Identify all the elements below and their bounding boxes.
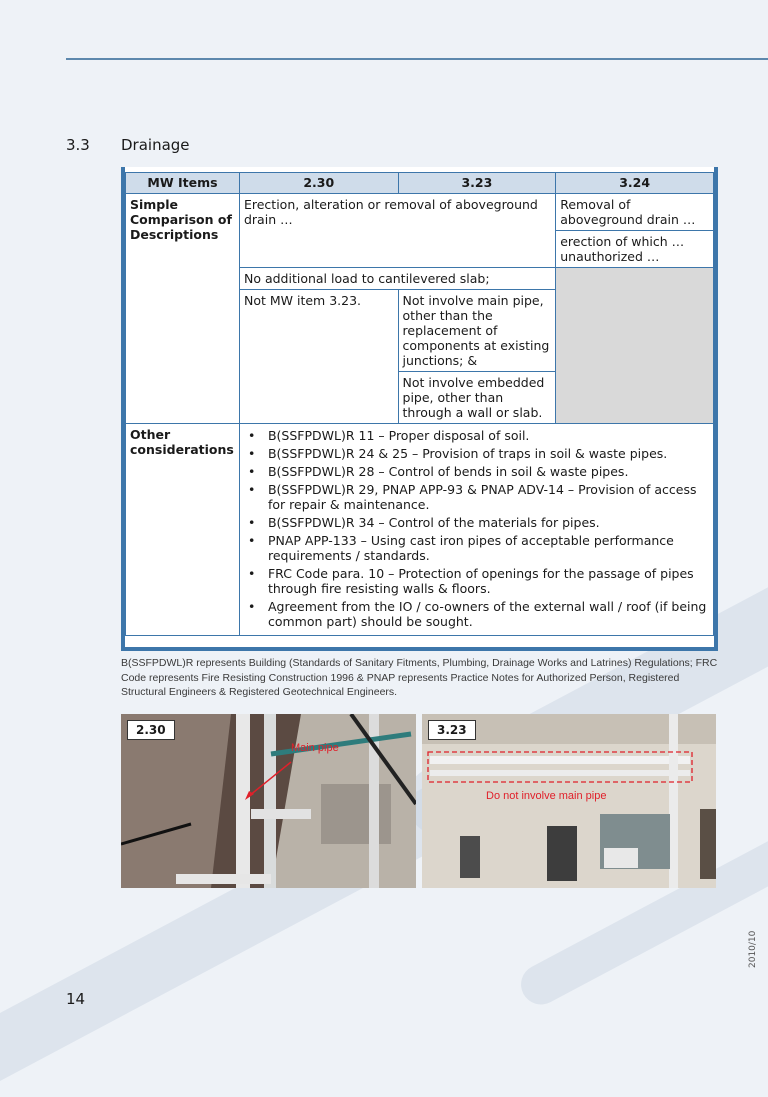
list-item: • B(SSFPDWL)R 11 – Proper disposal of soil. [268, 428, 709, 443]
row-label-other-considerations: Other considerations [126, 424, 240, 636]
table-footnote: B(SSFPDWL)R represents Building (Standards of Sanitary Fitments, Plumbing, Drainage Works and Latrines) Regulations; FRC Code represents Fire Resisting Construction 1996 & PNAP represents Practice Notes for Authorized Person, Registered Structural Engineers & Registered Geotechnical Engineers. [121, 657, 718, 698]
header-rule [66, 58, 768, 60]
photo-3-23 [422, 714, 716, 888]
cell-erection-2-30: Erection, alteration or removal of aboveground drain … [239, 194, 555, 268]
header-mw-items: MW Items [126, 173, 240, 194]
considerations-list [244, 428, 709, 629]
header-3-24: 3.24 [556, 173, 714, 194]
photo-annotation-not-main-pipe: Do not involve main pipe [486, 790, 607, 802]
cell-no-additional-load: No additional load to cantilevered slab; [239, 268, 555, 290]
photo-2-30-illustration [121, 714, 416, 888]
list-item: • Agreement from the IO / co-owners of the external wall / roof (if being common part) should be sought. [268, 599, 709, 629]
header-2-30: 2.30 [239, 173, 398, 194]
cell-erection-3-24: erection of which … unauthorized … [556, 231, 714, 268]
cell-not-involve-main-pipe: Not involve main pipe, other than the replacement of components at existing junctions; & [398, 290, 556, 372]
cell-grey-blank [556, 268, 714, 424]
mw-items-table [125, 172, 714, 636]
photo-annotation-main-pipe: Main pipe [291, 742, 339, 754]
row-label-simple-comparison: Simple Comparison of Descriptions [126, 194, 240, 424]
list-item: • B(SSFPDWL)R 34 – Control of the materials for pipes. [268, 515, 709, 530]
photo-label-3-23: 3.23 [428, 720, 476, 740]
page-number: 14 [66, 990, 86, 1008]
cell-other-considerations [239, 424, 713, 636]
list-item: • PNAP APP-133 – Using cast iron pipes of acceptable performance requirements / standards. [268, 533, 709, 563]
header-3-23: 3.23 [398, 173, 556, 194]
table-header-row [126, 173, 714, 194]
cell-not-mw-3-23: Not MW item 3.23. [239, 290, 398, 424]
section-title: Drainage [121, 136, 190, 154]
photo-label-2-30: 2.30 [127, 720, 175, 740]
list-item: • FRC Code para. 10 – Protection of openings for the passage of pipes through fire resisting walls & floors. [268, 566, 709, 596]
photo-2-30 [121, 714, 416, 888]
cell-not-involve-embedded: Not involve embedded pipe, other than through a wall or slab. [398, 372, 556, 424]
list-item: • B(SSFPDWL)R 24 & 25 – Provision of traps in soil & waste pipes. [268, 446, 709, 461]
list-item: • B(SSFPDWL)R 28 – Control of bends in soil & waste pipes. [268, 464, 709, 479]
edition-date: 2010/10 [748, 930, 758, 968]
section-number: 3.3 [66, 136, 90, 154]
list-item: • B(SSFPDWL)R 29, PNAP APP-93 & PNAP ADV-14 – Provision of access for repair & maintenance. [268, 482, 709, 512]
cell-removal-3-24: Removal of aboveground drain … [556, 194, 714, 231]
